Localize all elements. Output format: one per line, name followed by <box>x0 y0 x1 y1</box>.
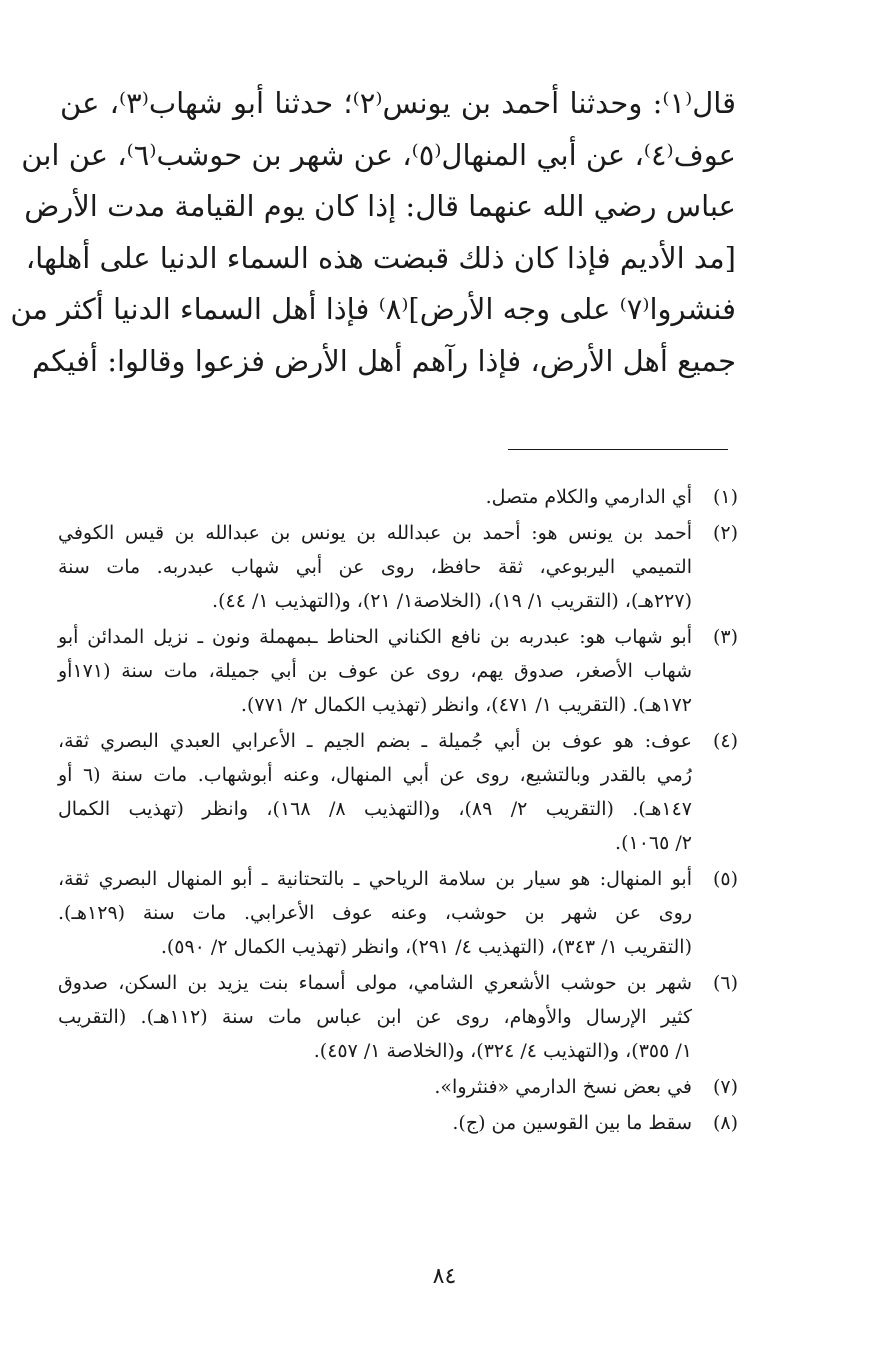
footnotes-block <box>58 480 738 1142</box>
footnote-line: (٢٢٧هـ)، (التقريب ١/ ١٩)، (الخلاصة١/ ٢١)، و(التهذيب ١/ ٤٤). <box>212 590 692 612</box>
main-text-line: قال⁽١⁾: وحدثنا أحمد بن يونس⁽٢⁾؛ حدثنا أبو شهاب⁽٣⁾، عن <box>60 86 736 120</box>
footnote-line: التميمي اليربوعي، ثقة حافظ، روى عن أبي شهاب عبدربه. مات سنة <box>58 556 692 578</box>
footnote-body <box>58 1106 692 1140</box>
main-text-line: [مد الأديم فإذا كان ذلك قبضت هذه السماء الدنيا على أهلها، <box>25 240 736 275</box>
footnote-line: ١٧٢هـ). (التقريب ١/ ٤٧١)، وانظر (تهذيب الكمال ٢/ ٧٧١). <box>240 694 692 716</box>
footnote-line: أحمد بن يونس هو: أحمد بن عبدالله بن يونس بن عبدالله بن قيس الكوفي <box>58 522 692 544</box>
main-text-line: عباس رضي الله عنهما قال: إذا كان يوم القيامة مدت الأرض <box>24 189 736 223</box>
footnote-5 <box>58 862 738 964</box>
footnote-line: كثير الإرسال والأوهام، روى عن ابن عباس مات سنة (١١٢هـ). (التقريب <box>58 1006 692 1028</box>
footnote-number: (٤) <box>712 730 738 752</box>
footnote-number: (٦) <box>712 972 738 994</box>
main-text-line: عوف⁽٤⁾، عن أبي المنهال⁽٥⁾، عن شهر بن حوشب⁽٦⁾، عن ابن <box>21 137 736 172</box>
footnote-line: ١٤٧هـ). (التقريب ٢/ ٨٩)، و(التهذيب ٨/ ١٦٨)، وانظر (تهذيب الكمال <box>58 798 692 820</box>
footnote-3 <box>58 620 738 722</box>
footnote-line: في بعض نسخ الدارمي «فنثروا». <box>434 1076 692 1098</box>
footnote-line: روى عن شهر بن حوشب، وعنه عوف الأعرابي. مات سنة (١٢٩هـ). <box>58 902 692 924</box>
footnote-body <box>58 620 692 722</box>
footnote-number: (٨) <box>712 1112 738 1134</box>
footnote-2 <box>58 516 738 618</box>
footnote-number: (٣) <box>712 626 738 648</box>
footnote-body <box>58 724 692 860</box>
footnote-number: (٢) <box>712 522 738 544</box>
footnote-1 <box>58 480 738 514</box>
footnote-line: شهاب الأصغر، صدوق يهم، روى عن عوف بن أبي جميلة، مات سنة (١٧١أو <box>58 660 692 682</box>
footnote-number: (١) <box>712 486 738 508</box>
footnote-line: (التقريب ١/ ٣٤٣)، (التهذيب ٤/ ٢٩١)، وانظر (تهذيب الكمال ٢/ ٥٩٠). <box>160 936 692 958</box>
footnote-8 <box>58 1106 738 1140</box>
footnote-body <box>58 1070 692 1104</box>
footnote-number: (٥) <box>712 868 738 890</box>
footnote-separator <box>508 449 728 450</box>
footnote-line: رُمي بالقدر وبالتشيع، روى عن أبي المنهال، وعنه أبوشهاب. مات سنة (٦ أو <box>58 764 692 786</box>
footnote-line: أبو شهاب هو: عبدربه بن نافع الكناني الحناط ـبمهملة ونون ـ نزيل المدائن أبو <box>58 626 692 648</box>
footnote-line: ٢/ ١٠٦٥). <box>615 832 692 854</box>
footnote-line: أبو المنهال: هو سيار بن سلامة الرياحي ـ بالتحتانية ـ أبو المنهال البصري ثقة، <box>58 868 692 890</box>
footnote-6 <box>58 966 738 1068</box>
footnote-7 <box>58 1070 738 1104</box>
footnote-line: أي الدارمي والكلام متصل. <box>485 486 692 508</box>
footnote-line: شهر بن حوشب الأشعري الشامي، مولى أسماء بنت يزيد بن السكن، صدوق <box>58 972 692 994</box>
footnote-body <box>58 966 692 1068</box>
footnote-body <box>58 516 692 618</box>
footnote-number: (٧) <box>712 1076 738 1098</box>
footnote-line: ١/ ٣٥٥)، و(التهذيب ٤/ ٣٢٤)، و(الخلاصة ١/ ٤٥٧). <box>313 1040 692 1062</box>
footnote-4 <box>58 724 738 860</box>
footnote-line: عوف: هو عوف بن أبي جُميلة ـ بضم الجيم ـ الأعرابي العبدي البصري ثقة، <box>58 730 692 752</box>
page-number: ٨٤ <box>432 1264 457 1289</box>
main-text-line: جميع أهل الأرض، فإذا رآهم أهل الأرض فزعوا وقالوا: أفيكم <box>31 343 736 378</box>
main-text-block <box>10 78 736 387</box>
footnote-line: سقط ما بين القوسين من (ج). <box>452 1112 692 1134</box>
main-text-line: فنشروا⁽٧⁾ على وجه الأرض]⁽٨⁾ فإذا أهل السماء الدنيا أكثر من <box>10 292 736 326</box>
footnote-body <box>58 862 692 964</box>
footnote-body <box>58 480 692 514</box>
